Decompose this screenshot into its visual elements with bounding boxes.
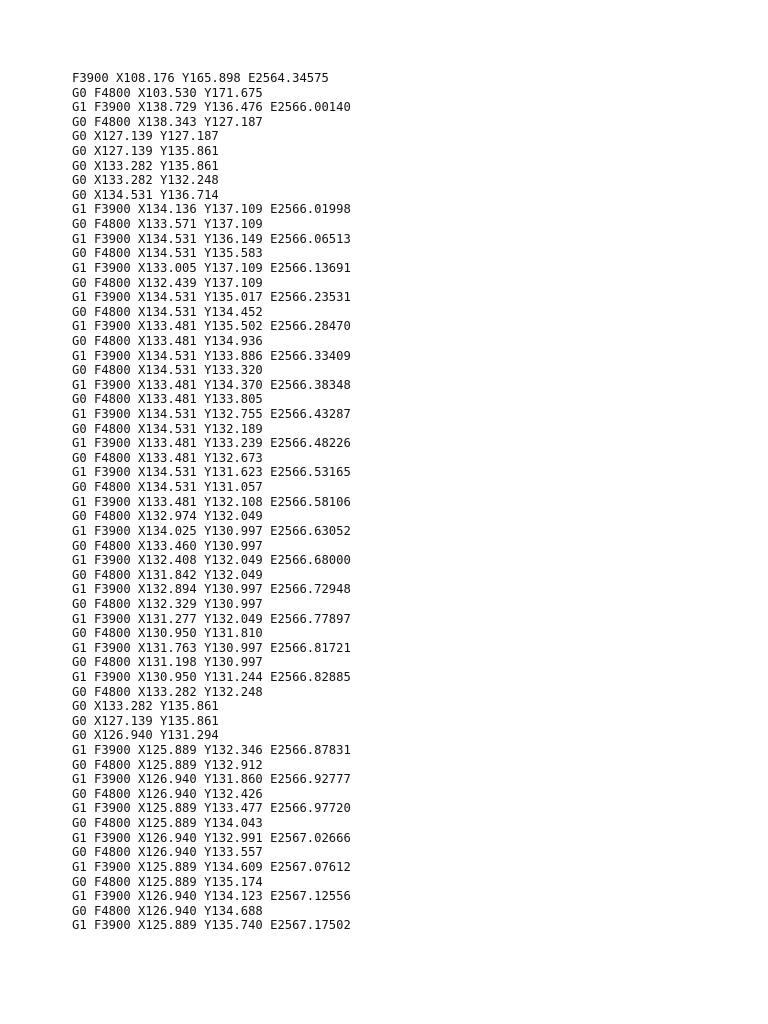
gcode-line: G0 X126.940 Y131.294 [72, 728, 219, 743]
gcode-line: G1 F3900 X126.940 Y134.123 E2567.12556 [72, 889, 351, 904]
gcode-line: G0 F4800 X130.950 Y131.810 [72, 626, 263, 641]
gcode-line: G1 F3900 X132.408 Y132.049 E2566.68000 [72, 553, 351, 568]
gcode-line: G0 F4800 X133.282 Y132.248 [72, 684, 263, 699]
gcode-line: G1 F3900 X133.481 Y134.370 E2566.38348 [72, 377, 351, 392]
gcode-line: G0 F4800 X133.481 Y134.936 [72, 333, 263, 348]
gcode-line: G0 F4800 X133.481 Y133.805 [72, 392, 263, 407]
gcode-line: G1 F3900 X125.889 Y134.609 E2567.07612 [72, 859, 351, 874]
gcode-line: G0 F4800 X132.439 Y137.109 [72, 275, 263, 290]
gcode-line: G0 F4800 X134.531 Y132.189 [72, 421, 263, 436]
gcode-line: G1 F3900 X134.136 Y137.109 E2566.01998 [72, 202, 351, 217]
gcode-line: F3900 X108.176 Y165.898 E2564.34575 [72, 71, 329, 85]
gcode-line: G0 X127.139 Y135.861 [72, 713, 219, 728]
gcode-line: G1 F3900 X125.889 Y135.740 E2567.17502 [72, 918, 351, 933]
gcode-line: G1 F3900 X125.889 Y133.477 E2566.97720 [72, 801, 351, 816]
gcode-line: G0 F4800 X103.530 Y171.675 [72, 85, 263, 100]
gcode-line: G1 F3900 X134.531 Y131.623 E2566.53165 [72, 465, 351, 480]
gcode-line: G0 X134.531 Y136.714 [72, 187, 219, 202]
gcode-line: G0 F4800 X133.481 Y132.673 [72, 450, 263, 465]
gcode-line: G1 F3900 X133.005 Y137.109 E2566.13691 [72, 260, 351, 275]
gcode-line: G0 F4800 X134.531 Y133.320 [72, 363, 263, 378]
gcode-line: G0 F4800 X125.889 Y135.174 [72, 874, 263, 889]
gcode-line: G1 F3900 X133.481 Y133.239 E2566.48226 [72, 436, 351, 451]
gcode-line: G0 F4800 X131.842 Y132.049 [72, 567, 263, 582]
gcode-line: G0 X127.139 Y135.861 [72, 144, 219, 159]
gcode-line: G1 F3900 X130.950 Y131.244 E2566.82885 [72, 669, 351, 684]
gcode-line: G0 X133.282 Y132.248 [72, 173, 219, 188]
gcode-line: G1 F3900 X134.531 Y133.886 E2566.33409 [72, 348, 351, 363]
gcode-line: G0 F4800 X126.940 Y134.688 [72, 903, 263, 918]
gcode-line: G0 F4800 X126.940 Y132.426 [72, 786, 263, 801]
gcode-line: G0 F4800 X132.974 Y132.049 [72, 509, 263, 524]
gcode-line: G0 X127.139 Y127.187 [72, 129, 219, 144]
gcode-line: G0 F4800 X125.889 Y134.043 [72, 816, 263, 831]
gcode-line: G1 F3900 X134.531 Y136.149 E2566.06513 [72, 231, 351, 246]
gcode-line: G0 F4800 X131.198 Y130.997 [72, 655, 263, 670]
gcode-listing [72, 71, 351, 933]
gcode-line: G1 F3900 X134.531 Y135.017 E2566.23531 [72, 290, 351, 305]
gcode-line: G0 F4800 X126.940 Y133.557 [72, 845, 263, 860]
gcode-line: G0 F4800 X134.531 Y135.583 [72, 246, 263, 261]
gcode-line: G0 X133.282 Y135.861 [72, 158, 219, 173]
gcode-line: G0 F4800 X134.531 Y131.057 [72, 480, 263, 495]
gcode-line: G1 F3900 X126.940 Y132.991 E2567.02666 [72, 830, 351, 845]
gcode-line: G0 F4800 X134.531 Y134.452 [72, 304, 263, 319]
gcode-line: G0 F4800 X133.460 Y130.997 [72, 538, 263, 553]
gcode-line: G0 F4800 X125.889 Y132.912 [72, 757, 263, 772]
gcode-line: G0 X133.282 Y135.861 [72, 699, 219, 714]
gcode-line: G1 F3900 X131.763 Y130.997 E2566.81721 [72, 640, 351, 655]
gcode-line: G0 F4800 X133.571 Y137.109 [72, 217, 263, 232]
gcode-line: G1 F3900 X133.481 Y132.108 E2566.58106 [72, 494, 351, 509]
gcode-line: G1 F3900 X125.889 Y132.346 E2566.87831 [72, 743, 351, 758]
gcode-line: G1 F3900 X134.531 Y132.755 E2566.43287 [72, 407, 351, 422]
gcode-line: G1 F3900 X134.025 Y130.997 E2566.63052 [72, 523, 351, 538]
gcode-line: G1 F3900 X138.729 Y136.476 E2566.00140 [72, 100, 351, 115]
gcode-line: G1 F3900 X131.277 Y132.049 E2566.77897 [72, 611, 351, 626]
gcode-line: G0 F4800 X132.329 Y130.997 [72, 596, 263, 611]
gcode-line: G0 F4800 X138.343 Y127.187 [72, 114, 263, 129]
gcode-line: G1 F3900 X133.481 Y135.502 E2566.28470 [72, 319, 351, 334]
gcode-line: G1 F3900 X132.894 Y130.997 E2566.72948 [72, 582, 351, 597]
gcode-line: G1 F3900 X126.940 Y131.860 E2566.92777 [72, 772, 351, 787]
